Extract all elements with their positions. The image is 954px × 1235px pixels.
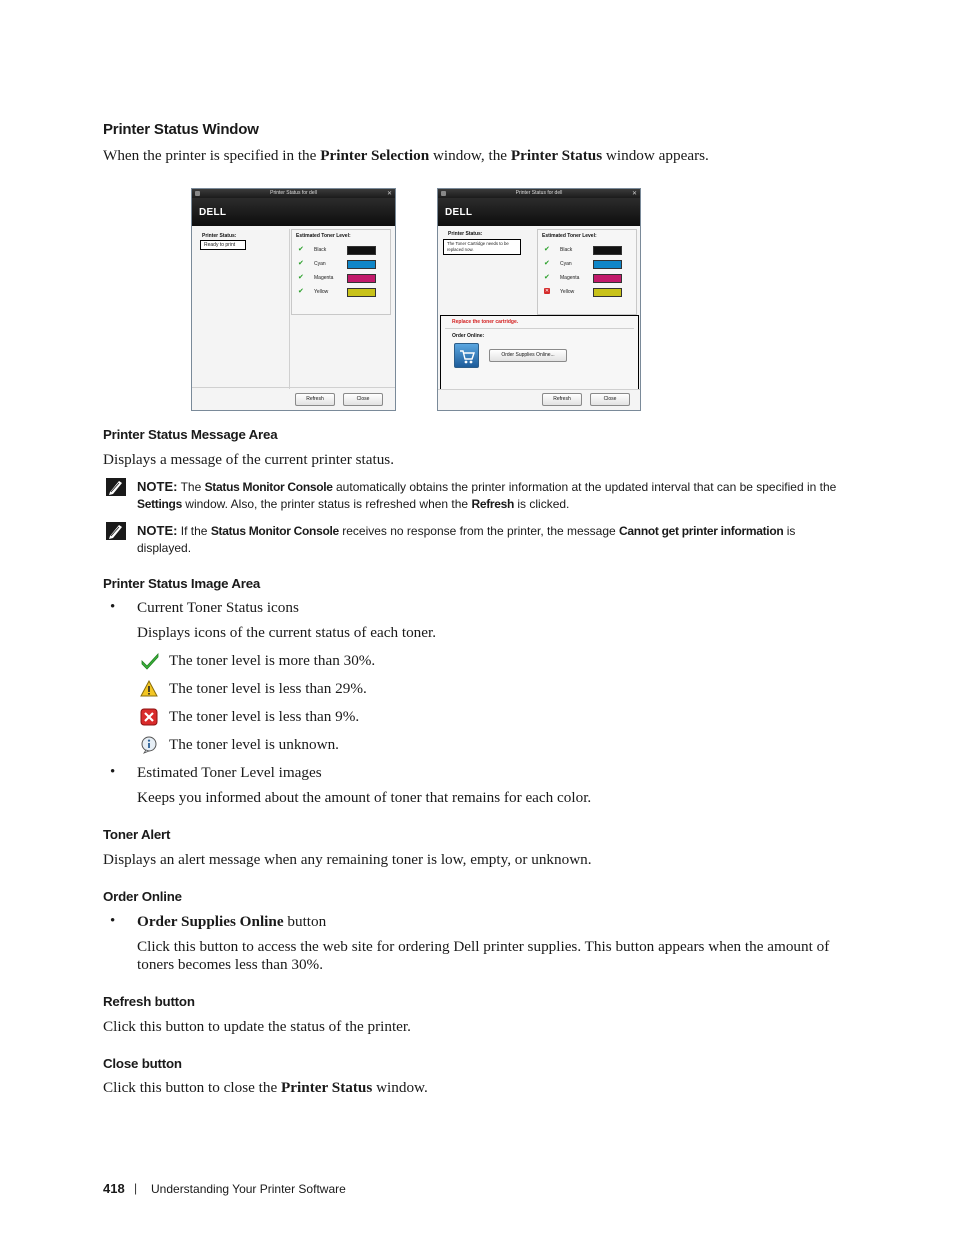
printer-status-label: Printer Status: [448, 231, 483, 237]
toner-level-bar [593, 288, 622, 297]
toner-row-magenta [298, 273, 384, 283]
toner-row-magenta [544, 273, 630, 283]
icon-desc-info: The toner level is unknown. [169, 736, 339, 753]
toner-row-cyan [544, 259, 630, 269]
note-2 [137, 522, 849, 557]
note-bold: Status Monitor Console [210, 524, 339, 538]
note-label: NOTE: [137, 479, 178, 494]
divider [192, 387, 395, 388]
close-icon[interactable]: ✕ [386, 191, 392, 197]
order-online-label: Order Online: [452, 333, 485, 339]
page-number: 418 [103, 1181, 125, 1196]
warning-icon-graphic [140, 680, 158, 698]
intro-text-1: When the printer is specified in the [103, 147, 321, 164]
intro-bold-printer-selection: Printer Selection [320, 147, 430, 164]
note-bold: Cannot get printer information [619, 524, 784, 538]
toner-level-panel [291, 229, 391, 315]
check-icon: ✔ [298, 245, 304, 253]
note-pencil-icon-graphic [106, 522, 126, 540]
note-text: automatically obtains the printer information at the updated interval that can be specified in the [332, 480, 837, 494]
heading-image-area: Printer Status Image Area [103, 576, 261, 591]
refresh-button-text: Click this button to update the status of the printer. [103, 1018, 411, 1035]
screenshot-printer-status-replace [437, 188, 641, 411]
icon-desc-warning: The toner level is less than 29%. [169, 680, 367, 697]
note-bold: Refresh [471, 497, 515, 511]
toner-name: Black [560, 247, 573, 253]
toner-level-label: Estimated Toner Level: [296, 233, 351, 239]
heading-close-button: Close button [103, 1056, 182, 1071]
toner-row-yellow [544, 287, 630, 297]
info-icon [140, 736, 158, 754]
check-icon: ✔ [544, 259, 550, 267]
window-icon [195, 191, 200, 196]
window-titlebar [438, 189, 640, 198]
bullet-toner-status-icons: Current Toner Status icons [137, 599, 299, 616]
window-title: Printer Status for dell [515, 190, 563, 196]
check-icon: ✔ [298, 273, 304, 281]
toner-name: Black [314, 247, 327, 253]
heading-order-online: Order Online [103, 889, 182, 904]
order-online-desc: Click this button to access the web site for ordering Dell printer supplies. This button appears when the amount of toners becomes less than 30%. [137, 938, 830, 973]
toner-level-bar [347, 246, 376, 255]
dell-logo: DELL [199, 207, 227, 218]
check-icon: ✔ [298, 259, 304, 267]
heading-message-area: Printer Status Message Area [103, 427, 278, 442]
error-icon: ✕ [544, 288, 550, 294]
note-pencil-icon-graphic [106, 478, 126, 496]
bullet-estimated-toner-level: Estimated Toner Level images [137, 764, 322, 781]
shopping-cart-icon-graphic [455, 344, 478, 367]
toner-name: Yellow [560, 289, 575, 295]
note-1 [137, 478, 849, 513]
close-icon[interactable]: ✕ [631, 191, 637, 197]
check-icon-graphic [140, 652, 160, 670]
heading-toner-alert: Toner Alert [103, 827, 171, 842]
check-icon: ✔ [544, 245, 550, 253]
message-area-text: Displays a message of the current printer status. [103, 451, 395, 468]
toner-level-label: Estimated Toner Level: [542, 233, 597, 239]
window-title: Printer Status for dell [270, 190, 317, 196]
divider [289, 229, 290, 389]
footer-chapter: Understanding Your Printer Software [151, 1182, 346, 1196]
section-title: Printer Status Window [103, 121, 259, 138]
toner-level-bar [593, 246, 622, 255]
note-text: window. Also, the printer status is refreshed when the [181, 497, 472, 511]
close-text-2: window. [372, 1079, 428, 1096]
close-button[interactable]: Close [590, 393, 630, 406]
window-titlebar [192, 189, 395, 198]
note-text: The [177, 480, 205, 494]
toner-row-cyan [298, 259, 384, 269]
toner-level-bar [347, 288, 376, 297]
bullet: • [110, 913, 116, 929]
toner-name: Cyan [560, 261, 572, 267]
icon-desc-check: The toner level is more than 30%. [169, 652, 376, 669]
info-icon-graphic [140, 736, 158, 754]
refresh-button[interactable]: Refresh [542, 393, 582, 406]
note-pencil-icon [106, 522, 126, 540]
toner-level-bar [347, 274, 376, 283]
order-supplies-online-button[interactable]: Order Supplies Online... [489, 349, 567, 362]
screenshot-printer-status-ready [191, 188, 396, 411]
note-text: is displayed. [137, 524, 796, 555]
toner-name: Magenta [314, 275, 334, 281]
bullet: • [110, 764, 116, 780]
order-supplies-online-rest: button [283, 913, 327, 930]
icon-desc-error: The toner level is less than 9%. [169, 708, 360, 725]
check-icon: ✔ [544, 273, 550, 281]
intro-bold-printer-status: Printer Status [510, 147, 603, 164]
check-icon: ✔ [298, 287, 304, 295]
heading-refresh-button: Refresh button [103, 994, 195, 1009]
check-icon [140, 652, 158, 670]
toner-name: Yellow [314, 289, 329, 295]
note-text: If the [177, 524, 211, 538]
bullet: • [110, 599, 116, 615]
toner-row-black [544, 245, 630, 255]
toner-name: Cyan [314, 261, 326, 267]
toner-row-yellow [298, 287, 384, 297]
close-button-text [103, 1079, 428, 1097]
toner-row-black [298, 245, 384, 255]
refresh-button[interactable]: Refresh [295, 393, 335, 406]
bullet-order-supplies-online [137, 913, 326, 931]
note-text: receives no response from the printer, the message [338, 524, 620, 538]
warning-icon [140, 680, 158, 698]
printer-status-message: The Toner Cartridge needs to be replaced now. [443, 239, 521, 255]
toner-alert-panel [440, 315, 639, 390]
error-icon-graphic [140, 708, 158, 726]
note-pencil-icon [106, 478, 126, 496]
estimated-toner-level-desc: Keeps you informed about the amount of toner that remains for each color. [137, 789, 592, 806]
intro-text-2: window, the [429, 147, 511, 164]
close-text-1: Click this button to close the [103, 1079, 282, 1096]
close-bold-printer-status: Printer Status [281, 1079, 373, 1096]
toner-level-bar [593, 260, 622, 269]
footer-separator: | [134, 1181, 138, 1195]
printer-status-message: Ready to print [200, 240, 246, 250]
error-icon [140, 708, 158, 726]
toner-alert-message: Replace the toner cartridge. [452, 319, 519, 325]
toner-status-icons-desc: Displays icons of the current status of each toner. [137, 624, 437, 641]
shopping-cart-icon [454, 343, 479, 368]
note-text: is clicked. [514, 497, 570, 511]
order-supplies-online-bold: Order Supplies Online [137, 913, 284, 930]
note-label: NOTE: [137, 523, 178, 538]
toner-name: Magenta [560, 275, 580, 281]
note-bold: Status Monitor Console [204, 480, 333, 494]
toner-alert-text: Displays an alert message when any remaining toner is low, empty, or unknown. [103, 851, 592, 868]
printer-status-label: Printer Status: [202, 233, 237, 239]
toner-level-bar [347, 260, 376, 269]
dell-banner [438, 198, 640, 226]
intro-text-3: window appears. [602, 147, 709, 164]
dell-banner [192, 198, 395, 226]
dell-logo: DELL [445, 207, 473, 218]
divider [438, 389, 640, 390]
window-icon [441, 191, 446, 196]
close-button[interactable]: Close [343, 393, 383, 406]
intro-paragraph [103, 147, 709, 165]
note-bold: Settings [137, 497, 182, 511]
toner-level-bar [593, 274, 622, 283]
divider [445, 328, 634, 329]
toner-level-panel [537, 229, 637, 315]
